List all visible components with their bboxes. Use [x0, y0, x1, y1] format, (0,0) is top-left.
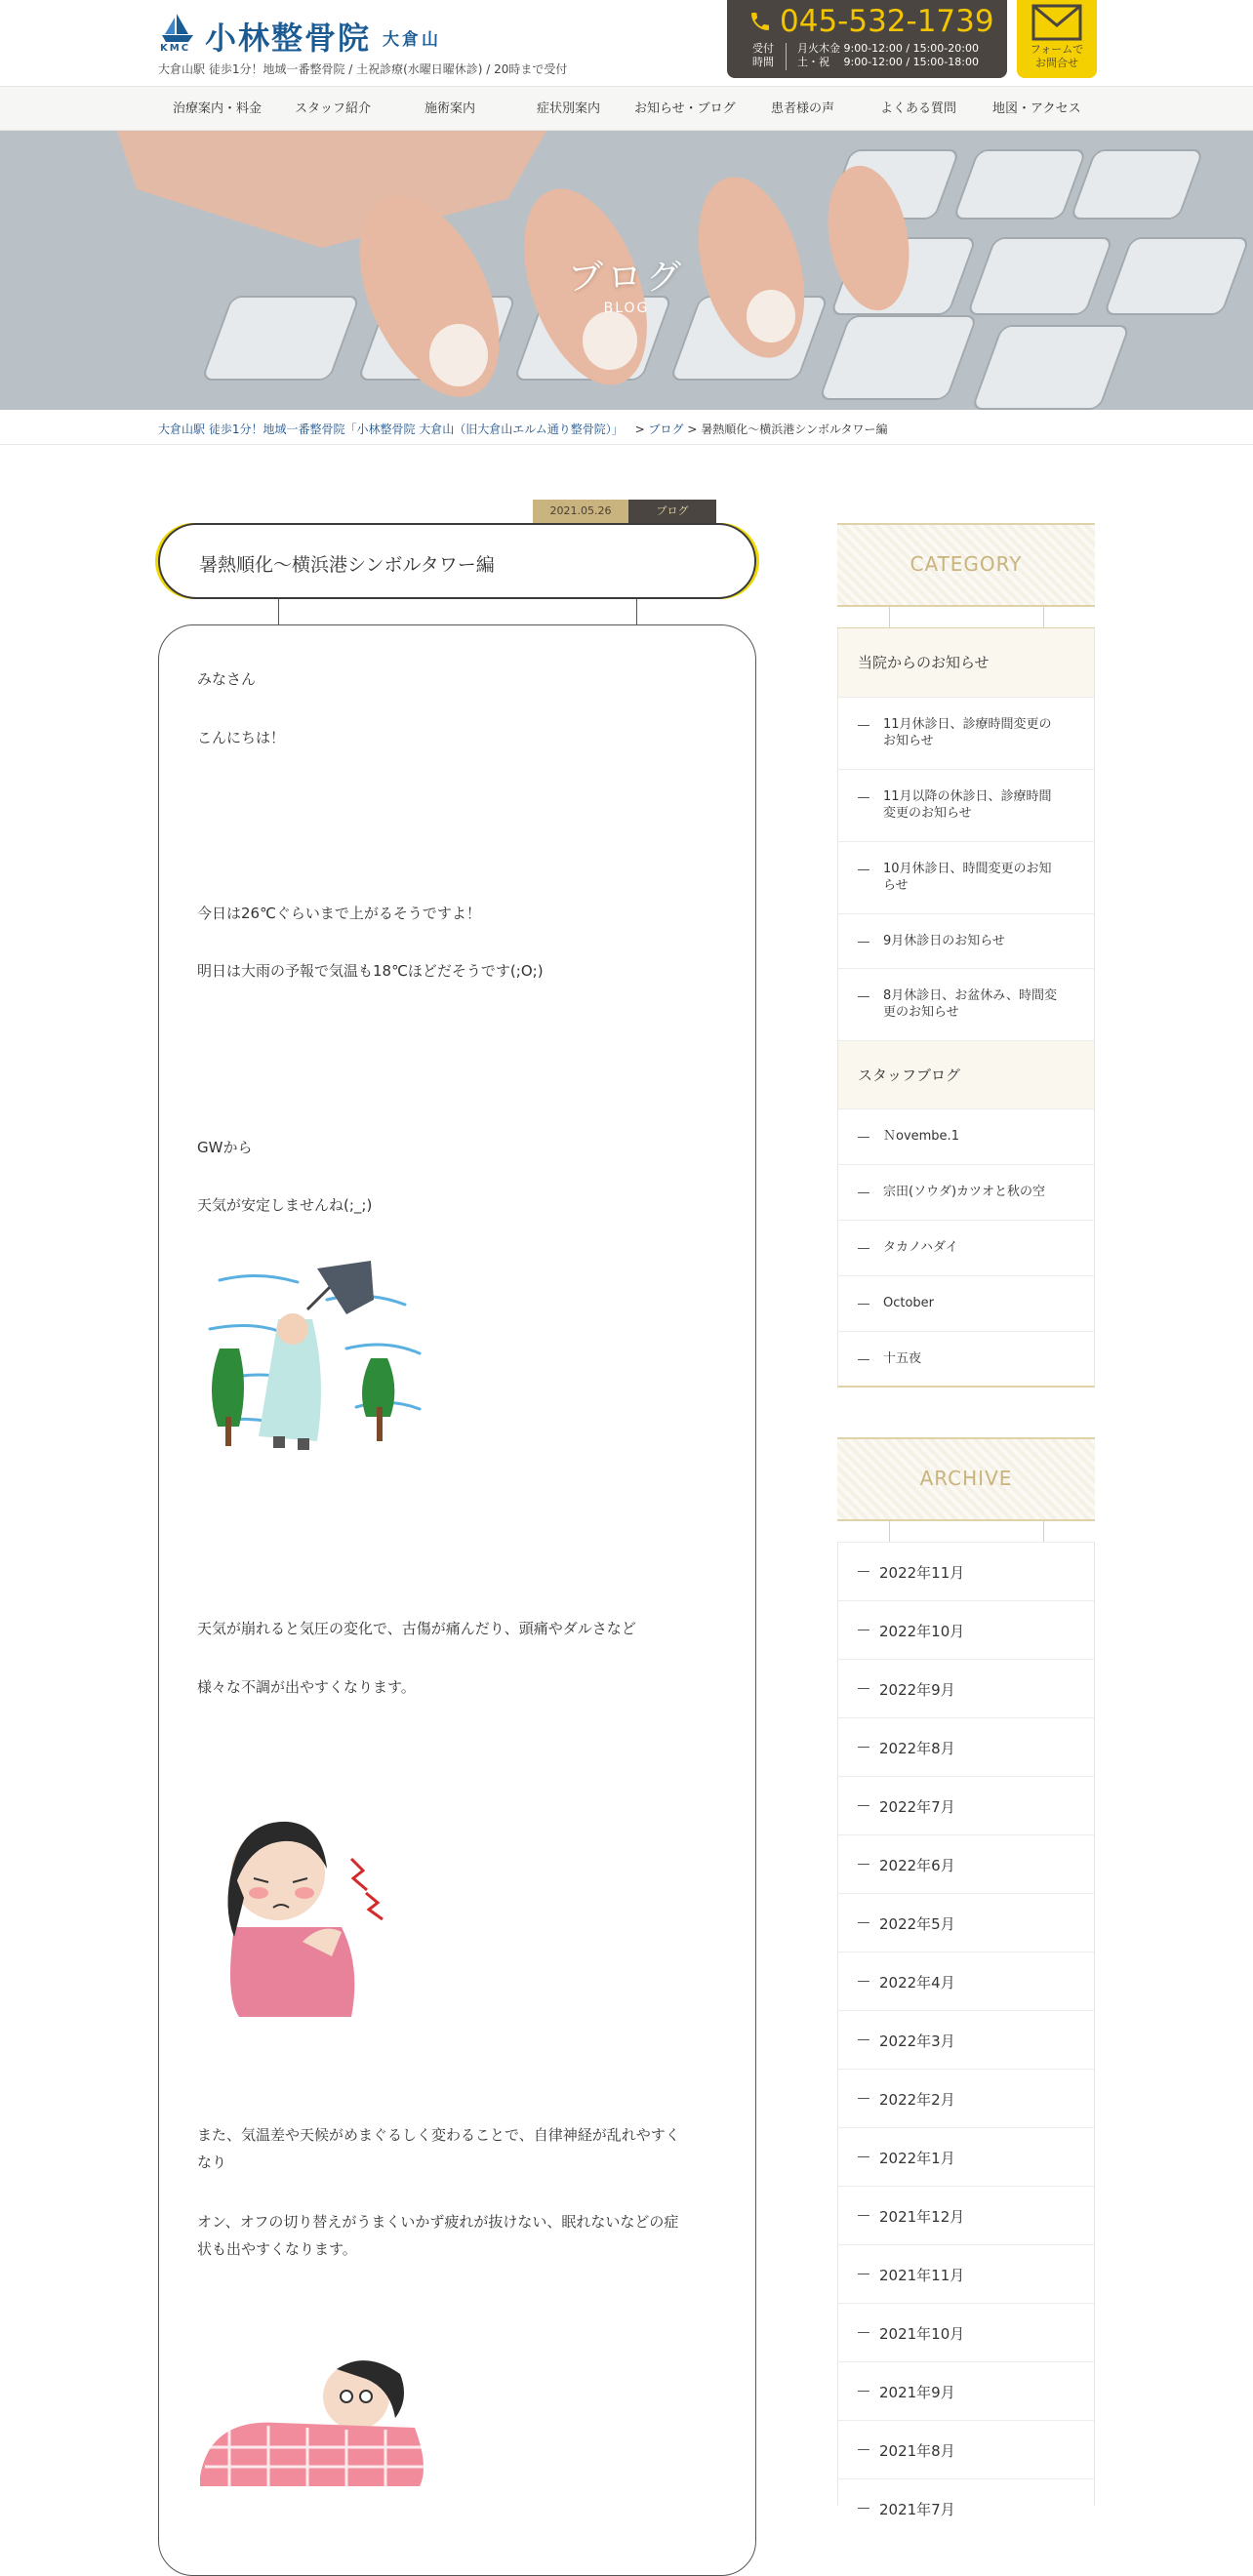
- reception-label: 受付 時間: [752, 42, 774, 68]
- breadcrumb-home-link[interactable]: 大倉山駅 徒歩1分！地域一番整骨院「小林整骨院 大倉山（旧大倉山エルム通り整骨院）」: [158, 423, 624, 436]
- archive-item[interactable]: 2021年10月: [838, 2303, 1094, 2361]
- post-paragraph: 明日は大雨の予報で気温も18℃ほどだそうです(;O;): [197, 962, 544, 980]
- archive-header-tabs: [837, 1521, 1095, 1543]
- archive-item[interactable]: 2022年7月: [838, 1776, 1094, 1834]
- archive-item[interactable]: 2021年7月: [838, 2478, 1094, 2537]
- post-paragraph: 天気が崩れると気圧の変化で、古傷が痛んだり、頭痛やダルさなど: [197, 1620, 636, 1637]
- archive-item[interactable]: 2022年2月: [838, 2069, 1094, 2127]
- logo-title: 小林整骨院: [205, 20, 372, 57]
- category-list-item[interactable]: 宗田(ソウダ)カツオと秋の空: [838, 1164, 1094, 1220]
- hero-banner: [0, 131, 1253, 410]
- category-list-item[interactable]: 十五夜: [838, 1331, 1094, 1386]
- breadcrumb: [0, 410, 1253, 445]
- nav-item-symptoms[interactable]: 症状別案内: [537, 101, 601, 116]
- archive-item[interactable]: 2022年5月: [838, 1893, 1094, 1952]
- breadcrumb-separator: >: [634, 423, 645, 436]
- archive-item[interactable]: 2021年12月: [838, 2186, 1094, 2244]
- archive-item[interactable]: 2022年8月: [838, 1717, 1094, 1776]
- post-paragraph: こんにちは！: [197, 729, 286, 746]
- sleepless-illustration: [200, 2350, 434, 2486]
- category-list: [837, 628, 1095, 1388]
- phone-icon: [748, 10, 772, 33]
- site-header: [0, 0, 1253, 86]
- post-paragraph: 状も出やすくなります。: [197, 2240, 357, 2258]
- business-hours: 月火木金 9:00-12:00 / 15:00-20:00 土・祝 9:00-12:00 / 15:00-18:00: [797, 42, 979, 68]
- tagline: 大倉山駅 徒歩1分！地域一番整骨院 / 土祝診療(水曜日曜休診) / 20時まで受付: [158, 62, 568, 76]
- logo-location: 大倉山: [383, 30, 441, 50]
- post-title: 暑熱順化～横浜港シンボルタワー編: [199, 554, 495, 576]
- category-group-staff-blog[interactable]: スタッフブログ: [838, 1040, 1094, 1108]
- post-paragraph: GWから: [197, 1139, 253, 1156]
- post-date: 2021.05.26: [533, 500, 628, 523]
- category-group-notices[interactable]: 当院からのお知らせ: [838, 628, 1094, 697]
- archive-item[interactable]: 2021年11月: [838, 2244, 1094, 2303]
- archive-header: [837, 1437, 1095, 1521]
- divider: [786, 43, 787, 70]
- post-paragraph: 今日は26℃ぐらいまで上がるそうですよ！: [197, 905, 481, 922]
- hero-subtitle: BLOG: [603, 301, 650, 316]
- nav-item-staff[interactable]: スタッフ紹介: [295, 101, 372, 116]
- archive-item[interactable]: 2022年4月: [838, 1952, 1094, 2010]
- nav-item-faq[interactable]: よくある質問: [880, 101, 957, 116]
- connector-line: [278, 599, 279, 624]
- shoulder-pain-illustration: [205, 1800, 410, 2020]
- category-list-item[interactable]: 10月休診日、時間変更のお知 らせ: [838, 841, 1094, 913]
- archive-item[interactable]: 2022年3月: [838, 2010, 1094, 2069]
- logo-mark: KMC: [160, 43, 191, 54]
- archive-item[interactable]: 2021年8月: [838, 2420, 1094, 2478]
- archive-title: ARCHIVE: [919, 1467, 1013, 1490]
- breadcrumb-current: 暑熱順化～横浜港シンボルタワー編: [701, 423, 888, 436]
- post-paragraph: 天気が安定しませんね(;_;): [197, 1196, 373, 1214]
- site-logo[interactable]: [156, 10, 449, 57]
- category-list-item[interactable]: Ｎovembe.1: [838, 1108, 1094, 1164]
- post-paragraph: オン、オフの切り替えがうまくいかず疲れが抜けない、眠れないなどの症: [197, 2213, 679, 2231]
- post-paragraph: みなさん: [197, 670, 257, 688]
- post-paragraph: なり: [197, 2153, 227, 2171]
- post-category[interactable]: ブログ: [628, 500, 716, 523]
- nav-item-services[interactable]: 施術案内: [424, 101, 476, 116]
- nav-item-news-blog[interactable]: お知らせ・ブログ: [634, 101, 736, 116]
- envelope-icon: [1031, 4, 1082, 41]
- archive-item[interactable]: 2022年6月: [838, 1834, 1094, 1893]
- breadcrumb-blog-link[interactable]: ブログ: [648, 423, 684, 436]
- storm-umbrella-illustration: [200, 1261, 426, 1452]
- archive-item[interactable]: 2022年11月: [838, 1542, 1094, 1600]
- nav-item-testimonials[interactable]: 患者様の声: [771, 101, 835, 116]
- category-list-item[interactable]: 11月以降の休診日、診療時間 変更のお知らせ: [838, 769, 1094, 841]
- category-list-item[interactable]: 8月休診日、お盆休み、時間変 更のお知らせ: [838, 968, 1094, 1040]
- contact-form-label: フォームで お問合せ: [1030, 43, 1084, 69]
- archive-item[interactable]: 2022年1月: [838, 2127, 1094, 2186]
- category-title: CATEGORY: [909, 552, 1023, 576]
- phone-box[interactable]: [727, 0, 1007, 78]
- category-header-tabs: [837, 607, 1095, 628]
- archive-item[interactable]: 2022年9月: [838, 1659, 1094, 1717]
- category-list-item[interactable]: October: [838, 1275, 1094, 1331]
- archive-item[interactable]: 2022年10月: [838, 1600, 1094, 1659]
- nav-item-access[interactable]: 地図・アクセス: [992, 101, 1081, 116]
- archive-item[interactable]: 2021年9月: [838, 2361, 1094, 2420]
- nav-item-treatment-fees[interactable]: 治療案内・料金: [173, 101, 263, 116]
- archive-list: [837, 1542, 1095, 2518]
- category-list-item[interactable]: タカノハダイ: [838, 1220, 1094, 1275]
- breadcrumb-separator: >: [687, 423, 698, 436]
- hero-title: ブログ: [567, 258, 685, 298]
- category-header: [837, 523, 1095, 607]
- category-list-item[interactable]: 9月休診日のお知らせ: [838, 913, 1094, 968]
- phone-number[interactable]: 045-532-1739: [780, 4, 994, 39]
- contact-form-button[interactable]: [1017, 0, 1097, 78]
- post-paragraph: 様々な不調が出やすくなります。: [197, 1678, 416, 1696]
- post-title-box: [158, 523, 756, 599]
- post-paragraph: また、気温差や天候がめまぐるしく変わることで、自律神経が乱れやすく: [197, 2126, 680, 2144]
- connector-line: [636, 599, 637, 624]
- global-nav: [0, 86, 1253, 131]
- category-list-item[interactable]: 11月休診日、診療時間変更の お知らせ: [838, 697, 1094, 769]
